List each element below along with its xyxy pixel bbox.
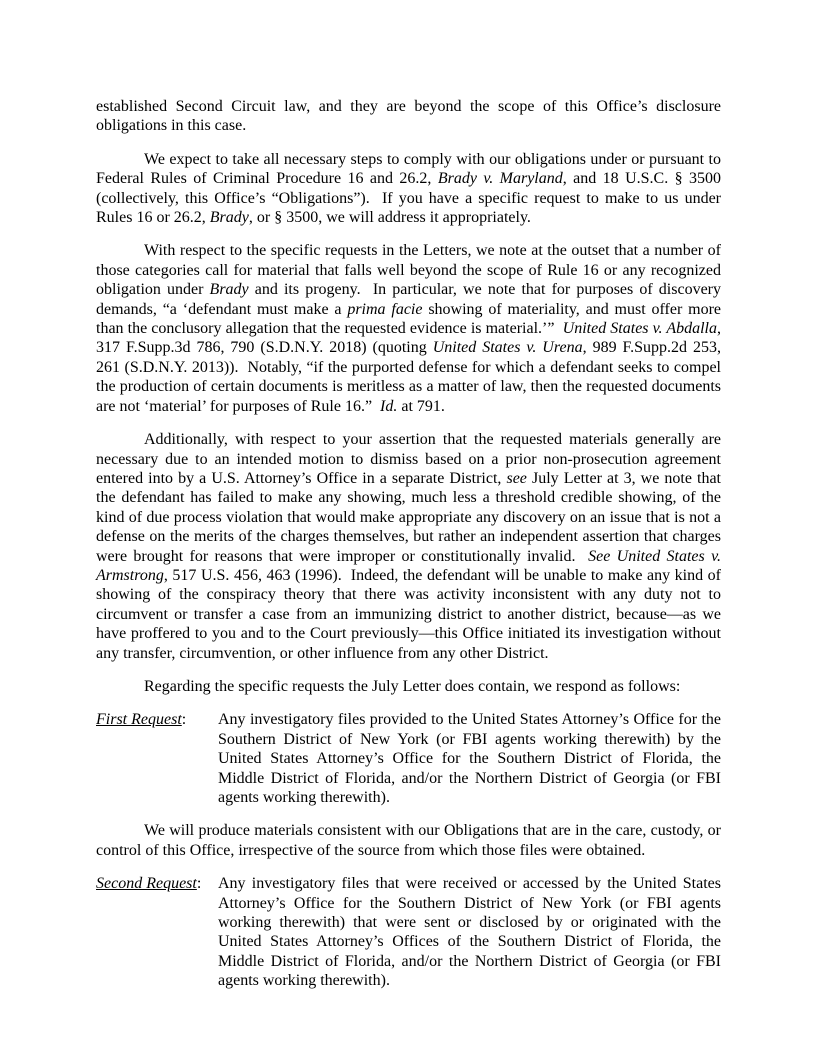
italic-text: Brady [209,209,249,227]
text-run: , and 18 U.S.C. § 3500 (collectively, this Office’s “Obligations”). If you have a specific request to make to us under Rules 16 or 26.2, [96,170,722,227]
request-label: First Request: [96,711,187,729]
text-run: and its progeny. In particular, we note that for purposes of discovery demands, “a ‘defendant must make a [96,281,722,318]
text-run: We will produce materials consistent with our Obligations that are in the care, custody, or control of this Office, irrespective of the source from which those files were obtained. [96,822,721,859]
italic-text: Id. [380,397,398,415]
paragraph [96,150,721,228]
text-run: at 791. [397,397,445,415]
text-run: , 517 U.S. 456, 463 (1996). Indeed, the defendant will be unable to make any kind of showing of the conspiracy theory that there was activity inconsistent with any duty not to circumvent or transfer a case from an immunizing district to another district, because—as we have proffered to you and to the Court previously—this Office initiated its investigation without any transfer, circumvention, or other influence from any other District. [96,566,721,662]
request-body [218,710,721,807]
text-run: July Letter at 3, we note that the defendant has failed to make any showing, much less a threshold credible showing, of the kind of due process violation that would make appropriate any discovery on an issue that is not a defense on the merits of the charges themselves, but rather an independent assertion that charges were brought for reasons that were improper or constitutionally invalid. [96,469,722,565]
request-label-text: First Request [96,711,182,729]
italic-text: see [506,469,527,487]
text-run: We expect to take all necessary steps to comply with our obligations under or pursuant to Federal Rules of Criminal Procedure 16 and 26.2, [96,150,721,188]
paragraph [96,241,721,416]
text-run: , or § 3500, we will address it appropriately. [248,209,531,227]
paragraph [96,430,721,663]
text-run: Any investigatory files that were received or accessed by the United States Attorney’s Office for the Southern District of New York (or FBI agents working therewith) that were sent or disclosed by or originated with the United States Attorney’s Offices of the Southern District of Florida, the Middle District of Florida, and/or the Northern District of Georgia (or FBI agents working therewith). [218,875,721,990]
request-block [96,710,721,807]
text-run: Additionally, with respect to your assertion that the requested materials generally are necessary due to an intended motion to dismiss based on a prior non-prosecution agreement entered into by a U.S. Attorney’s Office in a separate District, [96,431,721,487]
request-label-text: Second Request [96,875,197,893]
italic-text: United States v. Urena [432,339,583,357]
text-run: Any investigatory files provided to the United States Attorney’s Office for the Southern District of New York (or FBI agents working therewith) by the United States Attorney’s Office for the Southern District of Florida, the Middle District of Florida, and/or the Northern District of Georgia (or FBI agents working therewith). [218,711,721,806]
italic-text: prima facie [347,300,423,318]
text-run: established Second Circuit law, and they are beyond the scope of this Office’s disclosure obligations in this case. [96,98,721,135]
paragraph [96,677,721,696]
document-body [96,97,721,991]
italic-text: See United States v. Armstrong [96,547,721,584]
text-run: , 317 F.Supp.3d 786, 790 (S.D.N.Y. 2018) (quoting [96,320,721,357]
italic-text: Brady v. Maryland [437,170,563,188]
text-run: With respect to the specific requests in the Letters, we note at the outset that a number of those categories call for material that falls well beyond the scope of Rule 16 or any recognized obligation under [96,242,721,299]
request-label: Second Request: [96,875,202,893]
request-body [218,874,721,990]
text-run: Regarding the specific requests the July Letter does contain, we respond as follows: [144,677,681,695]
paragraph [96,97,721,136]
text-run: , 989 F.Supp.2d 253, 261 (S.D.N.Y. 2013)). Notably, “if the purported defense for which a defendant seeks to compel the production of certain documents is meritless as a matter of law, then the requested documents are not ‘material’ for purposes of Rule 16.” [96,339,722,415]
paragraph [96,821,721,860]
italic-text: Brady [209,281,249,299]
text-run: showing of materiality, and must offer more than the conclusory allegation that the requested evidence is material.’” [96,300,721,338]
italic-text: United States v. Abdalla [562,320,717,338]
request-block [96,874,721,990]
